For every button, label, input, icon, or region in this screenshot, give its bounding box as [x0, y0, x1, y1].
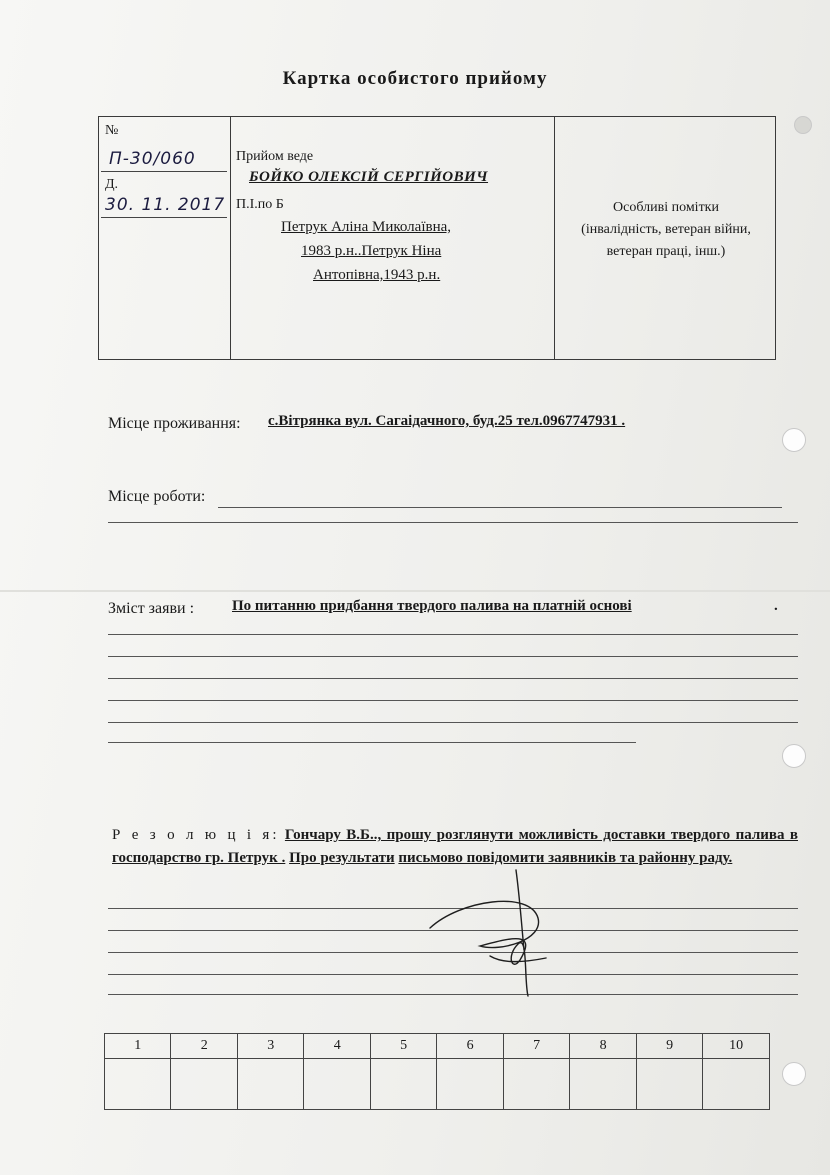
applicant-line-2: 1983 р.н..Петрук Ніна [301, 243, 442, 259]
notes-hint-2: ветеран праці, інш.) [606, 244, 726, 259]
statement-line [108, 634, 798, 635]
work-line [218, 507, 782, 508]
grid-header-cell: 7 [503, 1034, 569, 1059]
applicant-label: П.І.по Б [236, 197, 284, 212]
statement-line [108, 742, 636, 743]
statement-line [108, 678, 798, 679]
grid-cell [370, 1059, 436, 1110]
grid-cell [304, 1059, 370, 1110]
grid-header-cell: 8 [570, 1034, 636, 1059]
punch-hole [782, 1062, 806, 1086]
header-divider [230, 117, 231, 359]
work-line [108, 522, 798, 523]
punch-hole [794, 116, 812, 134]
grid-cell [237, 1059, 303, 1110]
grid-header-cell: 10 [703, 1034, 770, 1059]
resolution-part-1: Гончару В.Б.., прошу розглянути можливість доставки твердого палива в господарство гр. Петрук . [112, 827, 798, 866]
residence-value: с.Вітрянка вул. Сагаідачного, буд.25 тел.0967747931 . [268, 413, 626, 429]
reception-date: 30. 11. 2017 [105, 195, 226, 215]
statement-line [108, 656, 798, 657]
registration-number: П-30/060 [109, 149, 196, 169]
reception-label: Прийом веде [236, 149, 314, 164]
control-grid [104, 1033, 770, 1110]
grid-header-cell: 9 [636, 1034, 702, 1059]
grid-header-cell: 5 [370, 1034, 436, 1059]
number-underline [101, 171, 227, 172]
statement-value: По питанню придбання твердого палива на платній основі [232, 598, 632, 614]
applicant-line-1: Петрук Аліна Миколаївна, [281, 219, 452, 235]
grid-cell [437, 1059, 503, 1110]
grid-header-cell: 6 [437, 1034, 503, 1059]
date-label: Д. [105, 177, 119, 192]
resolution-part-3: письмово повідомити заявників та районну раду. [398, 850, 733, 866]
statement-label: Зміст заяви : [108, 600, 195, 617]
work-label: Місце роботи: [108, 488, 206, 505]
residence-label: Місце проживання: [108, 415, 241, 432]
grid-header-cell: 2 [171, 1034, 237, 1059]
resolution-part-2: Про результати [289, 850, 395, 866]
grid-header-cell: 4 [304, 1034, 370, 1059]
statement-line [108, 722, 798, 723]
paper-fold [0, 590, 830, 592]
grid-cell [503, 1059, 569, 1110]
statement-end-mark: . [774, 598, 778, 614]
grid-header-cell: 1 [105, 1034, 171, 1059]
grid-cell [636, 1059, 702, 1110]
notes-title: Особливі помітки [613, 200, 719, 215]
grid-cell [570, 1059, 636, 1110]
official-name: БОЙКО ОЛЕКСІЙ СЕРГІЙОВИЧ [249, 169, 489, 185]
punch-hole [782, 428, 806, 452]
signature [420, 860, 580, 1000]
page-title: Картка особистого прийому [282, 68, 548, 89]
resolution-label: Р е з о л ю ц і я: [112, 827, 280, 843]
grid-header-cell: 3 [237, 1034, 303, 1059]
special-notes [555, 197, 777, 263]
notes-hint-1: (інвалідність, ветеран війни, [581, 222, 751, 237]
number-label: № [105, 123, 119, 138]
grid-cell [105, 1059, 171, 1110]
grid-cell [703, 1059, 770, 1110]
punch-hole [782, 744, 806, 768]
applicant-line-3: Антопівна,1943 р.н. [313, 267, 441, 283]
date-underline [101, 217, 227, 218]
grid-cell [171, 1059, 237, 1110]
header-box [98, 116, 776, 360]
statement-line [108, 700, 798, 701]
